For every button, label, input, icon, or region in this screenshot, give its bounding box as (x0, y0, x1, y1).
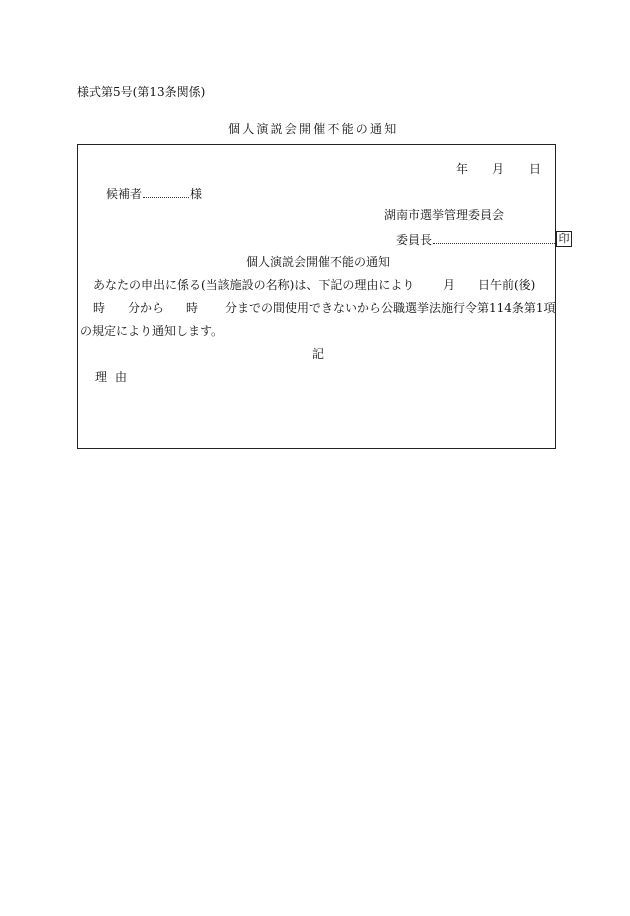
body-text-line-3: の規定により通知します。 (80, 324, 224, 338)
chair-name-blank (433, 232, 555, 244)
record-label: 記 (312, 347, 325, 361)
body-text-line-2: 分までの間使用できないから公職選挙法施行令第114条第1項 (225, 301, 556, 315)
candidate-label: 候補者 (106, 187, 143, 201)
candidate-line (106, 186, 202, 200)
form-number-label: 様式第5号(第13条関係) (77, 85, 206, 99)
reason-label: 理由 (95, 370, 136, 384)
seal-mark: 印 (556, 231, 572, 247)
date-day-label: 日 (529, 162, 542, 176)
inner-title: 個人演説会開催不能の通知 (246, 255, 391, 269)
candidate-name-blank (143, 186, 189, 198)
body-hour-label: 時 (93, 301, 106, 315)
body-day-ampm-label: 日午前(後) (478, 278, 536, 292)
body-text-line-1: あなたの申出に係る(当該施設の名称)は、下記の理由により (93, 278, 415, 292)
committee-name: 湖南市選挙管理委員会 (384, 208, 505, 222)
body-month-label: 月 (443, 278, 456, 292)
date-month-label: 月 (492, 162, 505, 176)
chair-line (396, 232, 572, 249)
chair-label: 委員長 (396, 233, 433, 247)
candidate-suffix: 様 (190, 187, 203, 201)
body-hour-label-2: 時 (186, 301, 199, 315)
date-year-label: 年 (456, 162, 469, 176)
body-minute-from-label: 分から (128, 301, 165, 315)
document-title: 個人演説会開催不能の通知 (228, 122, 399, 136)
